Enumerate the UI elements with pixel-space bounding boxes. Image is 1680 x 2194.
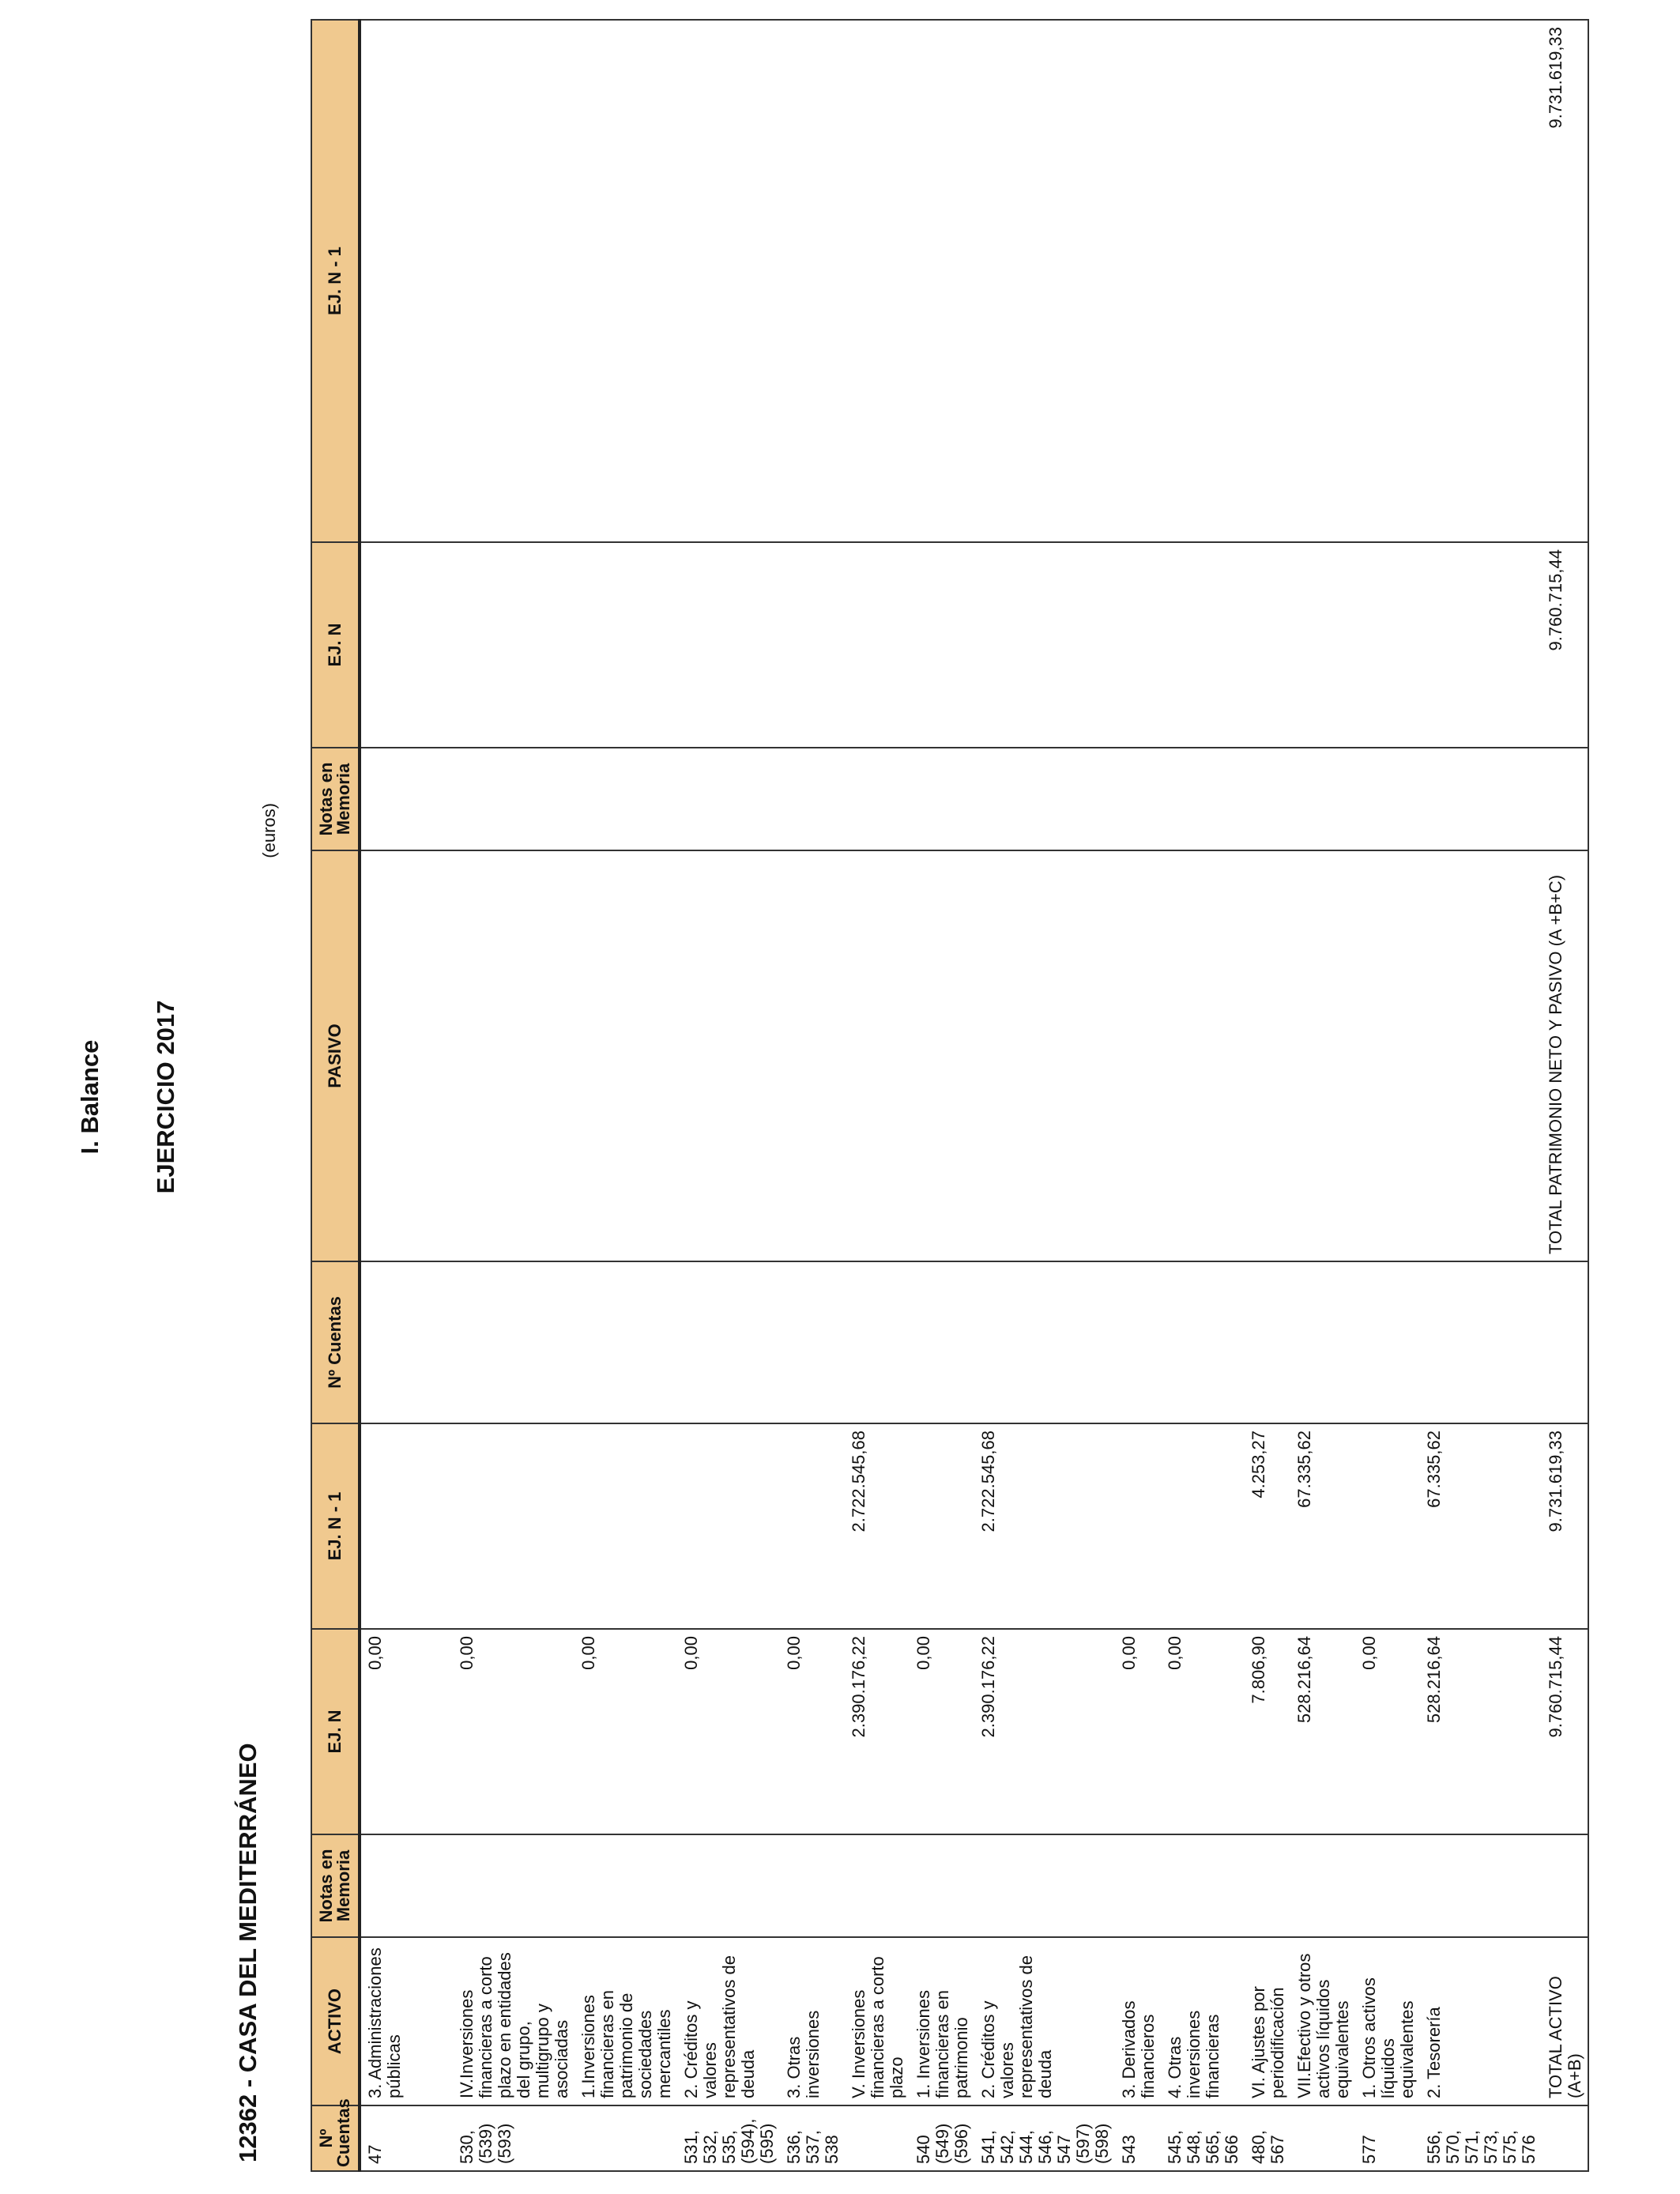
account-codes: 543: [1115, 2105, 1161, 2171]
total-activo-ejn1: 9.731.619,33: [1542, 1423, 1588, 1629]
spacer-cell: [407, 2105, 453, 2171]
pasivo-empty-cell: [1115, 1261, 1161, 1423]
pasivo-empty-cell: [574, 748, 677, 850]
pasivo-empty-cell: [677, 850, 780, 1261]
pasivo-empty-cell: [780, 542, 845, 748]
pasivo-empty-cell: [574, 1261, 677, 1423]
pasivo-empty-cell: [845, 850, 910, 1261]
pasivo-empty-cell: [910, 748, 974, 850]
spacer-cell: [407, 748, 453, 850]
pasivo-empty-cell: [1115, 20, 1161, 542]
pasivo-empty-cell: [453, 20, 574, 542]
activo-concept: 2. Tesorería: [1420, 1937, 1542, 2105]
pasivo-empty-cell: [974, 850, 1115, 1261]
activo-ejn-value: 528.216,64: [1420, 1629, 1542, 1834]
activo-ejn-value: 2.390.176,22: [974, 1629, 1115, 1834]
total-pasivo-ejn: 9.760.715,44: [1542, 542, 1588, 748]
activo-concept: VII.Efectivo y otros activos líquidos equivalentes: [1290, 1937, 1355, 2105]
total-account-codes: [1542, 2105, 1588, 2171]
pasivo-empty-cell: [1245, 1261, 1290, 1423]
pasivo-empty-cell: [1161, 1261, 1245, 1423]
table-row: [1290, 20, 1355, 2171]
pasivo-empty-cell: [453, 850, 574, 1261]
activo-notes: [453, 1834, 574, 1937]
pasivo-empty-cell: [1420, 1261, 1542, 1423]
activo-notes: [780, 1834, 845, 1937]
activo-ejn1-value: 67.335,62: [1290, 1423, 1355, 1629]
pasivo-empty-cell: [780, 1261, 845, 1423]
activo-notes: [1420, 1834, 1542, 1937]
activo-ejn-value: 2.390.176,22: [845, 1629, 910, 1834]
activo-notes: [1161, 1834, 1245, 1937]
pasivo-empty-cell: [677, 20, 780, 542]
table-row: [574, 20, 677, 2171]
header-notas-pasivo: Notas en Memoria: [311, 748, 360, 850]
entity-name: 12362 - CASA DEL MEDITERRÁNEO: [234, 1743, 262, 2162]
pasivo-empty-cell: [1355, 850, 1420, 1261]
table-header-row: [311, 20, 360, 2171]
header-pasivo: PASIVO: [311, 850, 360, 1261]
pasivo-empty-cell: [1290, 1261, 1355, 1423]
pasivo-empty-cell: [780, 850, 845, 1261]
activo-notes: [1355, 1834, 1420, 1937]
spacer-cell: [407, 20, 453, 542]
activo-ejn1-value: [1161, 1423, 1245, 1629]
pasivo-empty-cell: [1355, 542, 1420, 748]
account-codes: 530, (539) (593): [453, 2105, 574, 2171]
document-title: I. Balance: [76, 1039, 104, 1155]
activo-concept: VI. Ajustes por periodificación: [1245, 1937, 1290, 2105]
activo-ejn-value: 0,00: [1355, 1629, 1420, 1834]
activo-concept: 3. Administraciones públicas: [360, 1937, 407, 2105]
table-row: [453, 20, 574, 2171]
activo-ejn-value: 528.216,64: [1290, 1629, 1355, 1834]
activo-concept: 1. Inversiones financieras en patrimonio: [910, 1937, 974, 2105]
spacer-cell: [407, 1423, 453, 1629]
activo-concept: 3. Otras inversiones: [780, 1937, 845, 2105]
total-pasivo-account-codes: [1542, 1261, 1588, 1423]
total-activo-ejn: 9.760.715,44: [1542, 1629, 1588, 1834]
spacer-row: [407, 20, 453, 2171]
table-row: [1115, 20, 1161, 2171]
activo-notes: [974, 1834, 1115, 1937]
activo-concept: 3. Derivados financieros: [1115, 1937, 1161, 2105]
pasivo-empty-cell: [1355, 20, 1420, 542]
account-codes: 577: [1355, 2105, 1420, 2171]
spacer-cell: [407, 1261, 453, 1423]
pasivo-empty-cell: [1420, 20, 1542, 542]
pasivo-empty-cell: [574, 542, 677, 748]
header-cuentas-pasivo: Nº Cuentas: [311, 1261, 360, 1423]
account-codes: 556, 570, 571, 573, 575, 576: [1420, 2105, 1542, 2171]
pasivo-empty-cell: [360, 850, 407, 1261]
pasivo-empty-cell: [1290, 850, 1355, 1261]
totals-row: [1542, 20, 1588, 2171]
spacer-cell: [407, 850, 453, 1261]
activo-notes: [677, 1834, 780, 1937]
header-ejn: EJ. N: [311, 1629, 360, 1834]
pasivo-empty-cell: [1115, 542, 1161, 748]
table-body: [360, 20, 1588, 2171]
activo-ejn1-value: [574, 1423, 677, 1629]
header-notas: Notas en Memoria: [311, 1834, 360, 1937]
activo-notes: [1115, 1834, 1161, 1937]
pasivo-empty-cell: [780, 748, 845, 850]
spacer-cell: [407, 1834, 453, 1937]
pasivo-empty-cell: [780, 20, 845, 542]
pasivo-empty-cell: [974, 542, 1115, 748]
header-cuentas: Nº Cuentas: [311, 2105, 360, 2171]
pasivo-empty-cell: [845, 1261, 910, 1423]
pasivo-empty-cell: [1290, 20, 1355, 542]
pasivo-empty-cell: [1420, 542, 1542, 748]
activo-ejn1-value: 2.722.545,68: [845, 1423, 910, 1629]
pasivo-empty-cell: [1420, 748, 1542, 850]
pasivo-empty-cell: [574, 20, 677, 542]
activo-concept: 2. Créditos y valores representativos de deuda: [974, 1937, 1115, 2105]
pasivo-empty-cell: [453, 1261, 574, 1423]
pasivo-empty-cell: [910, 542, 974, 748]
pasivo-empty-cell: [1290, 542, 1355, 748]
pasivo-empty-cell: [1245, 748, 1290, 850]
pasivo-empty-cell: [453, 748, 574, 850]
pasivo-empty-cell: [974, 1261, 1115, 1423]
account-codes: 541, 542, 544, 546, 547 (597) (598): [974, 2105, 1115, 2171]
pasivo-empty-cell: [910, 20, 974, 542]
activo-concept: V. Inversiones financieras a corto plazo: [845, 1937, 910, 2105]
table-row: [1161, 20, 1245, 2171]
activo-ejn-value: 0,00: [677, 1629, 780, 1834]
header-ejn-pasivo: EJ. N: [311, 542, 360, 748]
activo-ejn1-value: [1115, 1423, 1161, 1629]
activo-notes: [1245, 1834, 1290, 1937]
pasivo-empty-cell: [1245, 542, 1290, 748]
pasivo-empty-cell: [845, 542, 910, 748]
total-activo-label: TOTAL ACTIVO (A+B): [1542, 1937, 1588, 2105]
pasivo-empty-cell: [1290, 748, 1355, 850]
table-row: [360, 20, 407, 2171]
pasivo-empty-cell: [1420, 850, 1542, 1261]
activo-ejn1-value: 2.722.545,68: [974, 1423, 1115, 1629]
account-codes: 47: [360, 2105, 407, 2171]
activo-concept: 2. Créditos y valores representativos de deuda: [677, 1937, 780, 2105]
account-codes: 545, 548, 565, 566: [1161, 2105, 1245, 2171]
total-pasivo-ejn1: 9.731.619,33: [1542, 20, 1588, 542]
pasivo-empty-cell: [910, 850, 974, 1261]
pasivo-empty-cell: [360, 748, 407, 850]
activo-ejn-value: 0,00: [360, 1629, 407, 1834]
table-row: [780, 20, 845, 2171]
activo-ejn-value: 0,00: [910, 1629, 974, 1834]
total-pasivo-notes: [1542, 748, 1588, 850]
table-row: [974, 20, 1115, 2171]
account-codes: 536, 537, 538: [780, 2105, 845, 2171]
activo-ejn1-value: [360, 1423, 407, 1629]
table-row: [910, 20, 974, 2171]
pasivo-empty-cell: [1161, 542, 1245, 748]
pasivo-empty-cell: [1355, 748, 1420, 850]
spacer-cell: [407, 1937, 453, 2105]
header-ejn1-pasivo: EJ. N - 1: [311, 20, 360, 542]
activo-notes: [910, 1834, 974, 1937]
header-ejn1: EJ. N - 1: [311, 1423, 360, 1629]
account-codes: [574, 2105, 677, 2171]
pasivo-empty-cell: [1355, 1261, 1420, 1423]
activo-ejn-value: 0,00: [453, 1629, 574, 1834]
activo-ejn1-value: [453, 1423, 574, 1629]
pasivo-empty-cell: [677, 542, 780, 748]
activo-notes: [360, 1834, 407, 1937]
total-pasivo-label: TOTAL PATRIMONIO NETO Y PASIVO (A +B+C): [1542, 850, 1588, 1261]
activo-concept: 1. Otros activos líquidos equivalentes: [1355, 1937, 1420, 2105]
table-row: [1245, 20, 1290, 2171]
pasivo-empty-cell: [1245, 20, 1290, 542]
header-activo: ACTIVO: [311, 1937, 360, 2105]
pasivo-empty-cell: [845, 748, 910, 850]
pasivo-empty-cell: [677, 1261, 780, 1423]
pasivo-empty-cell: [360, 542, 407, 748]
activo-ejn-value: 0,00: [1115, 1629, 1161, 1834]
activo-ejn1-value: 67.335,62: [1420, 1423, 1542, 1629]
account-codes: [845, 2105, 910, 2171]
pasivo-empty-cell: [677, 748, 780, 850]
pasivo-empty-cell: [574, 850, 677, 1261]
pasivo-empty-cell: [845, 20, 910, 542]
table-row: [1355, 20, 1420, 2171]
pasivo-empty-cell: [974, 20, 1115, 542]
pasivo-empty-cell: [1161, 748, 1245, 850]
fiscal-year-title: EJERCICIO 2017: [152, 1000, 179, 1194]
account-codes: 480, 567: [1245, 2105, 1290, 2171]
activo-concept: 4. Otras inversiones financieras: [1161, 1937, 1245, 2105]
activo-ejn1-value: [910, 1423, 974, 1629]
pasivo-empty-cell: [1161, 20, 1245, 542]
table-row: [845, 20, 910, 2171]
activo-ejn-value: 7.806,90: [1245, 1629, 1290, 1834]
spacer-cell: [407, 542, 453, 748]
activo-ejn1-value: [677, 1423, 780, 1629]
activo-ejn1-value: 4.253,27: [1245, 1423, 1290, 1629]
pasivo-empty-cell: [453, 542, 574, 748]
account-codes: 531, 532, 535, (594), (595): [677, 2105, 780, 2171]
account-codes: 540 (549) (596): [910, 2105, 974, 2171]
pasivo-empty-cell: [360, 20, 407, 542]
currency-units: (euros): [259, 803, 279, 858]
activo-ejn-value: 0,00: [780, 1629, 845, 1834]
activo-notes: [1290, 1834, 1355, 1937]
pasivo-empty-cell: [1161, 850, 1245, 1261]
activo-ejn1-value: [780, 1423, 845, 1629]
total-activo-notes: [1542, 1834, 1588, 1937]
pasivo-empty-cell: [1115, 850, 1161, 1261]
activo-concept: IV.Inversiones financieras a corto plazo en entidades del grupo, multigrupo y asociadas: [453, 1937, 574, 2105]
activo-notes: [845, 1834, 910, 1937]
pasivo-empty-cell: [1245, 850, 1290, 1261]
pasivo-empty-cell: [910, 1261, 974, 1423]
table-row: [1420, 20, 1542, 2171]
pasivo-empty-cell: [1115, 748, 1161, 850]
activo-ejn-value: 0,00: [1161, 1629, 1245, 1834]
activo-ejn1-value: [1355, 1423, 1420, 1629]
balance-table: [311, 19, 1589, 2172]
activo-ejn-value: 0,00: [574, 1629, 677, 1834]
table-row: [677, 20, 780, 2171]
activo-notes: [574, 1834, 677, 1937]
pasivo-empty-cell: [974, 748, 1115, 850]
pasivo-empty-cell: [360, 1261, 407, 1423]
activo-concept: 1.Inversiones financieras en patrimonio de sociedades mercantiles: [574, 1937, 677, 2105]
spacer-cell: [407, 1629, 453, 1834]
account-codes: [1290, 2105, 1355, 2171]
